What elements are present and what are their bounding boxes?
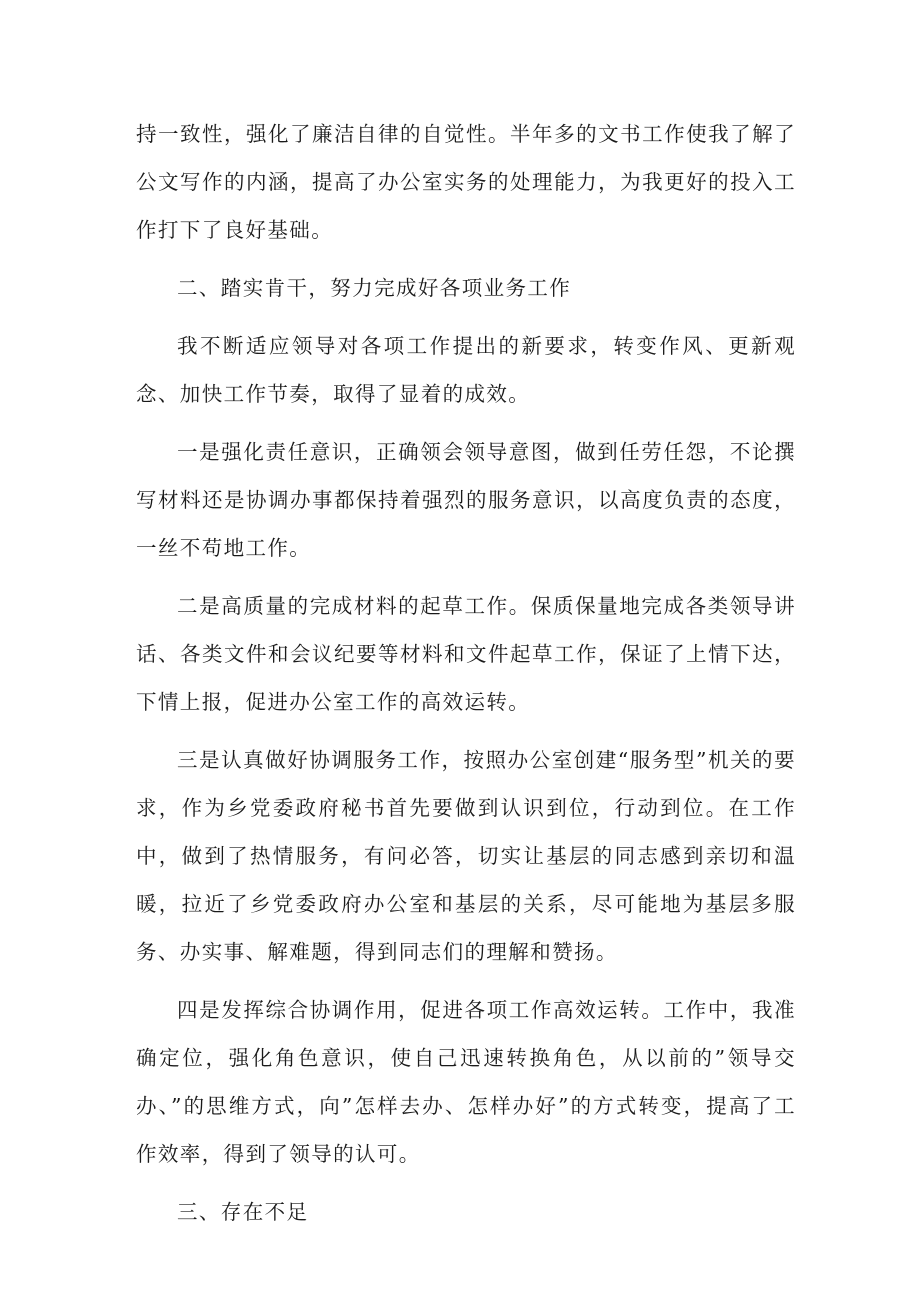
section-heading-3: 三、存在不足 [177,1200,309,1224]
paragraph-point-1: 一是强化责任意识，正确领会领导意图，做到任劳任怨，不论撰写材料还是协调办事都保持着强烈的服务意识，以高度负责的态度，一丝不苟地工作。 [136,440,796,560]
paragraph-continuation: 持一致性，强化了廉洁自律的自觉性。半年多的文书工作使我了解了公文写作的内涵，提高了办公室实务的处理能力，为我更好的投入工作打下了良好基础。 [136,122,796,242]
paragraph-point-3: 三是认真做好协调服务工作，按照办公室创建“服务型”机关的要求，作为乡党委政府秘书首先要做到认识到位，行动到位。在工作中，做到了热情服务，有问必答，切实让基层的同志感到亲切和温暖，拉近了乡党委政府办公室和基层的关系，尽可能地为基层多服务、办实事、解难题，得到同志们的理解和赞扬。 [136,748,796,964]
paragraph-point-2: 二是高质量的完成材料的起草工作。保质保量地完成各类领导讲话、各类文件和会议纪要等材料和文件起草工作，保证了上情下达，下情上报，促进办公室工作的高效运转。 [136,594,796,714]
paragraph-intro: 我不断适应领导对各项工作提出的新要求，转变作风、更新观念、加快工作节奏，取得了显着的成效。 [136,334,796,406]
paragraph-point-4: 四是发挥综合协调作用，促进各项工作高效运转。工作中，我准确定位，强化角色意识，使自己迅速转换角色，从以前的”领导交办、”的思维方式，向”怎样去办、怎样办好”的方式转变，提高了工作效率，得到了领导的认可。 [136,998,796,1166]
document-body [136,110,796,1246]
section-heading-2: 二、踏实肯干，努力完成好各项业务工作 [177,276,572,300]
